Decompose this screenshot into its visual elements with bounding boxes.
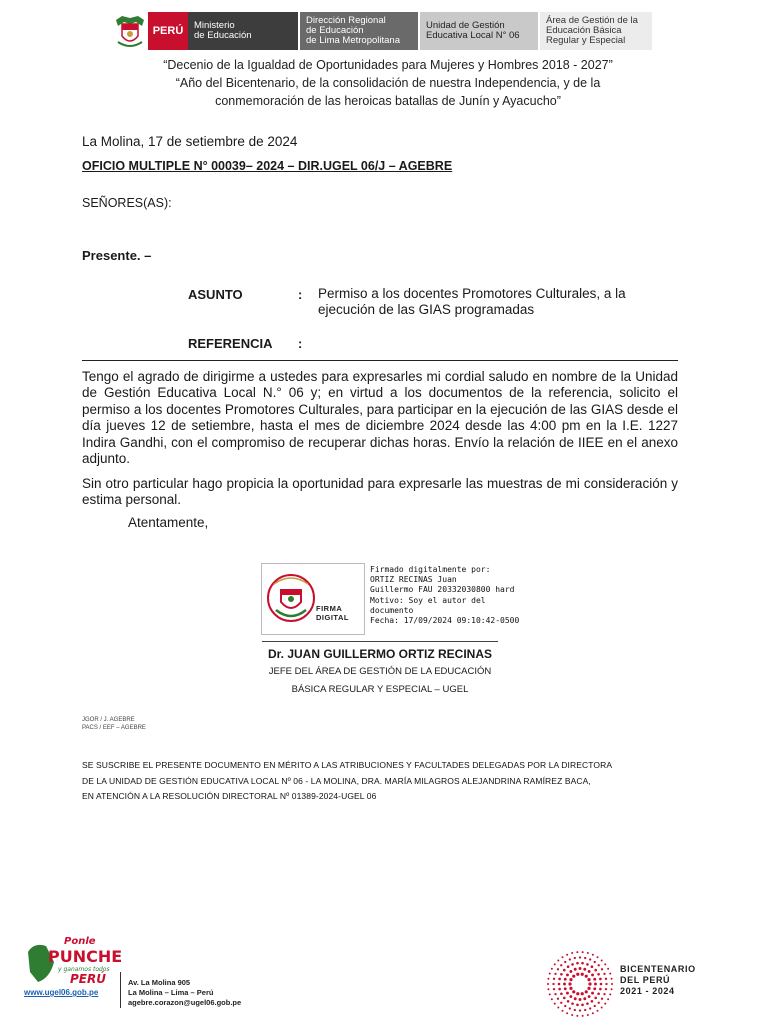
- firma-digital-label: [316, 604, 349, 622]
- peru-seal-icon: [266, 568, 316, 630]
- decenio-line-3: conmemoración de las heroicas batallas de Junín y Ayacucho”: [215, 94, 561, 108]
- dre-block: [300, 12, 418, 50]
- presente-label: Presente. –: [82, 248, 152, 263]
- ministerio-line-2: de Educación: [194, 30, 252, 41]
- peru-label: [148, 12, 188, 50]
- recipient-label: SEÑORES(AS):: [82, 196, 172, 210]
- decenio-line-1: “Decenio de la Igualdad de Oportunidades para Mujeres y Hombres 2018 - 2027”: [163, 58, 613, 72]
- institutional-header: [108, 12, 652, 50]
- area-block: [540, 12, 652, 50]
- initials-line-2: PACS / EEF – AGEBRE: [82, 725, 146, 731]
- delegation-line-3: EN ATENCIÓN A LA RESOLUCIÓN DIRECTORAL Nº 01389-2024-UGEL 06: [82, 791, 377, 801]
- asunto-colon: :: [298, 287, 303, 302]
- ministerio-line-1: Ministerio: [194, 20, 235, 31]
- dre-line-1: Dirección Regional: [306, 15, 386, 26]
- signer-name: Dr. JUAN GUILLERMO ORTIZ RECINAS: [267, 647, 492, 661]
- signer-title-line-2: BÁSICA REGULAR Y ESPECIAL – UGEL: [291, 684, 469, 695]
- closing: Atentamente,: [128, 515, 209, 530]
- ugel-block: [420, 12, 538, 50]
- reference-initials: [82, 716, 146, 732]
- footer-address: [128, 978, 241, 1008]
- peru-text: PERÚ: [152, 25, 184, 37]
- logo-text-ponle: Ponle: [64, 936, 96, 947]
- area-line-3: Regular y Especial: [546, 35, 626, 46]
- ponle-punche-logo: [24, 932, 124, 988]
- signature-line: [262, 641, 498, 642]
- footer-divider: [120, 972, 121, 1008]
- section-divider: [82, 360, 678, 361]
- decenio-heading: [80, 56, 696, 110]
- ministerio-block: [188, 12, 298, 50]
- dre-line-3: de Lima Metropolitana: [306, 35, 400, 46]
- ugel-line-2: Educativa Local N° 06: [426, 30, 520, 41]
- address-line-1: Av. La Molina 905: [128, 978, 191, 987]
- logo-text-peru: PERÚ: [70, 972, 106, 986]
- signature-info-line: documento: [370, 605, 414, 615]
- delegation-line-1: SE SUSCRIBE EL PRESENTE DOCUMENTO EN MÉRITO A LAS ATRIBUCIONES Y FACULTADES DELEGADAS POR LA DIRECTORA: [82, 760, 613, 770]
- bicentenario-line-3: 2021 - 2024: [620, 986, 675, 996]
- bicentenario-line-1: BICENTENARIO: [620, 964, 696, 974]
- signature-info: [370, 565, 530, 626]
- signature-info-line: Firmado digitalmente por:: [370, 565, 491, 574]
- bicentenario-line-2: DEL PERÚ: [620, 975, 671, 985]
- signature-info-line: Guillermo FAU 20332030800 hard: [370, 585, 515, 595]
- area-line-2: Educación Básica: [546, 25, 622, 36]
- logo-text-punche: PUNCHE: [48, 947, 123, 966]
- initials-line-1: JGOR / J. AGEBRE: [82, 717, 135, 723]
- signature-info-line: ORTIZ RECINAS Juan: [370, 575, 457, 585]
- signature-info-line: Motivo: Soy el autor del: [370, 595, 486, 605]
- firma-label-line-1: FIRMA: [316, 604, 343, 613]
- digital-signature-seal: [261, 563, 365, 635]
- bicentenario-label: [620, 964, 696, 997]
- bicentenario-emblem-icon: [546, 950, 614, 1018]
- oficio-number: OFICIO MULTIPLE N° 00039– 2024 – DIR.UGEL 06/J – AGEBRE: [82, 159, 453, 173]
- referencia-label: REFERENCIA: [188, 336, 273, 351]
- referencia-colon: :: [298, 336, 303, 351]
- signature-info-line: Fecha: 17/09/2024 09:10:42-0500: [370, 616, 520, 626]
- area-line-1: Área de Gestión de la: [546, 15, 638, 26]
- decenio-line-2: “Año del Bicentenario, de la consolidación de nuestra Independencia, y de la: [175, 76, 601, 90]
- body-paragraph-2: Sin otro particular hago propicia la oportunidad para expresarle las muestras de mi consideración y estima personal.: [82, 476, 678, 508]
- address-email[interactable]: agebre.corazon@ugel06.gob.pe: [128, 998, 242, 1007]
- asunto-text: Permiso a los docentes Promotores Culturales, a la ejecución de las GIAS programadas: [318, 286, 626, 317]
- body-paragraph-1: Tengo el agrado de dirigirme a ustedes para expresarles mi cordial saludo en nombre de la Unidad de Gestión Educativa Local N.° 06 y; en virtud a los documentos de la referencia, solicito el permiso a los docentes Promotores Culturales, para participar en la ejecución de las GIAS desde el día jueves 12 de setiembre, hasta el mes de diciembre 2024 desde las 4:00 pm en la I.E. 1227 Indira Gandhi, con el compromiso de recuperar dichas horas. Envío la relación de IIEE en el anexo adjunto.: [82, 369, 678, 467]
- place-date: La Molina, 17 de setiembre de 2024: [82, 134, 298, 149]
- delegation-notice: [82, 758, 682, 805]
- logo-text-ganamos: y ganamos todos: [58, 966, 110, 973]
- address-line-2: La Molina – Lima – Perú: [128, 988, 214, 997]
- website-link[interactable]: www.ugel06.gob.pe: [24, 988, 99, 997]
- ugel-line-1: Unidad de Gestión: [426, 20, 505, 31]
- delegation-line-2: DE LA UNIDAD DE GESTIÓN EDUCATIVA LOCAL Nº 06 - LA MOLINA, DRA. MARÍA MILAGROS ALEJANDRINA RAMÍREZ BACA,: [82, 775, 591, 786]
- dre-line-2: de Educación: [306, 25, 364, 36]
- signer-title-line-1: JEFE DEL ÁREA DE GESTIÓN DE LA EDUCACIÓN: [268, 666, 492, 677]
- firma-label-line-2: DIGITAL: [316, 613, 349, 622]
- asunto-label: ASUNTO: [188, 287, 243, 302]
